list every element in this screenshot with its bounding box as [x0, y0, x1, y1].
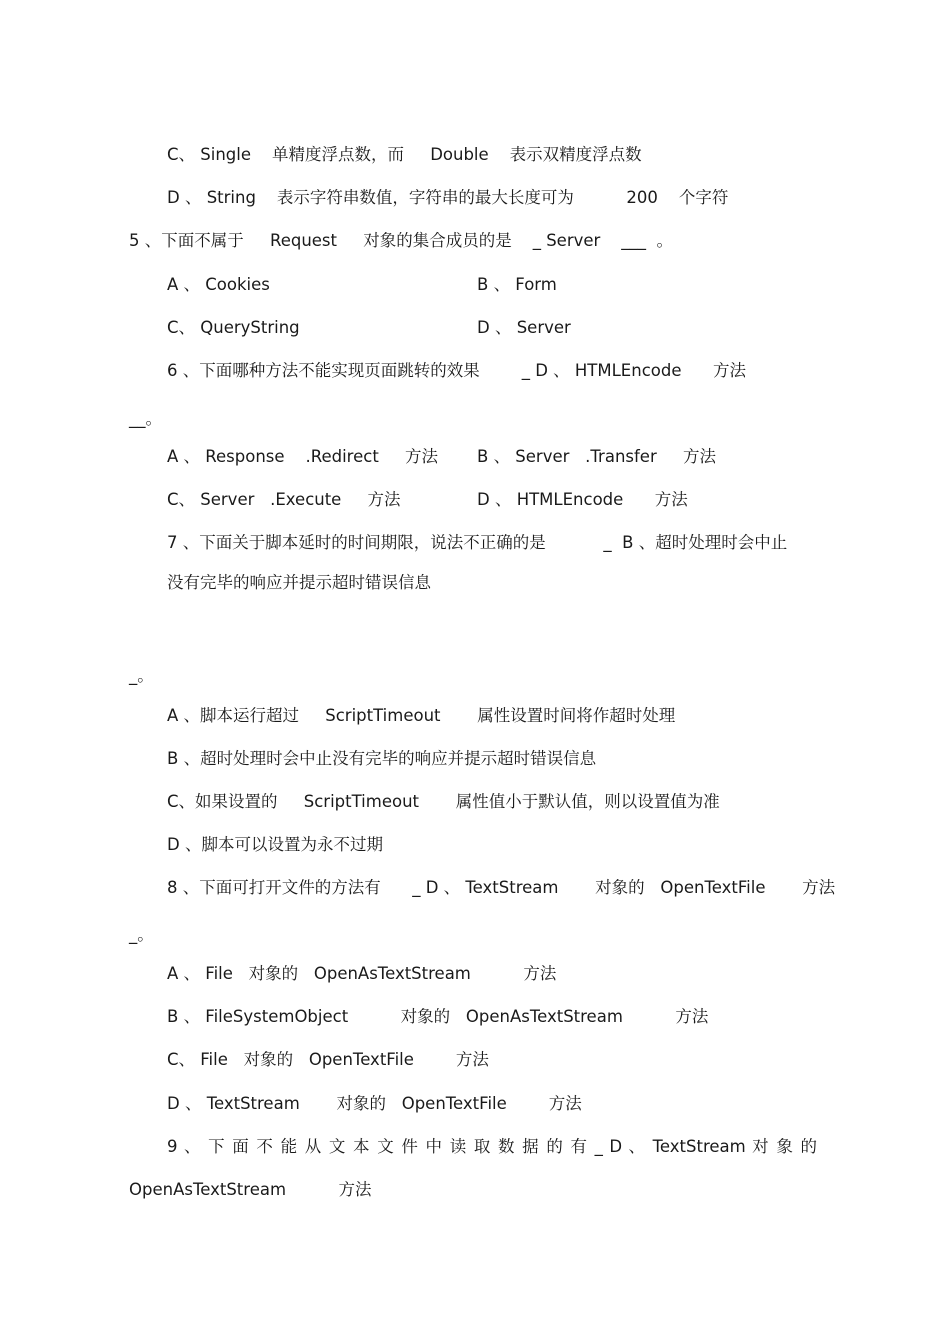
option-c-q6: C、 Server .Execute 方法: [167, 490, 401, 509]
question-8: 8 、下面可打开文件的方法有 _ D 、 TextStream 对象的 OpenTextFile 方法: [167, 878, 836, 897]
question-6-end: __。: [129, 409, 162, 428]
question-8-end: _。: [129, 925, 154, 944]
question-7-end: _。: [129, 666, 154, 685]
option-a-q7: A 、脚本运行超过 ScriptTimeout 属性设置时间将作超时处理: [167, 706, 676, 725]
option-a-q8: A 、 File 对象的 OpenAsTextStream 方法: [167, 964, 557, 983]
option-b-q6: B 、 Server .Transfer 方法: [477, 447, 716, 466]
option-d-q4: D 、 String 表示字符串数值，字符串的最大长度可为 200 个字符: [167, 188, 729, 207]
option-d-q5: D 、 Server: [477, 318, 571, 337]
question-7-continued: 没有完毕的响应并提示超时错误信息: [167, 573, 431, 592]
option-b-q5: B 、 Form: [477, 275, 557, 294]
option-d-q7: D 、脚本可以设置为永不过期: [167, 835, 383, 854]
option-c-q5: C、 QueryString: [167, 318, 300, 337]
question-7: 7 、下面关于脚本延时的时间期限，说法不正确的是 _ B 、超时处理时会中止: [167, 533, 788, 552]
option-b-q8: B 、 FileSystemObject 对象的 OpenAsTextStream 方法: [167, 1007, 709, 1026]
question-9: 9 、 下 面 不 能 从 文 本 文 件 中 读 取 数 据 的 有 _ D 、 TextStream 对 象 的: [167, 1137, 817, 1156]
question-5: 5 、下面不属于 Request 对象的集合成员的是 _ Server ___ 。: [129, 231, 674, 250]
option-d-q8: D 、 TextStream 对象的 OpenTextFile 方法: [167, 1094, 582, 1113]
question-6: 6 、下面哪种方法不能实现页面跳转的效果 _ D 、 HTMLEncode 方法: [167, 361, 746, 380]
option-c-q7: C、如果设置的 ScriptTimeout 属性值小于默认值，则以设置值为准: [167, 792, 720, 811]
option-a-q6: A 、 Response .Redirect 方法: [167, 447, 439, 466]
option-d-q6: D 、 HTMLEncode 方法: [477, 490, 688, 509]
option-c-q4: C、 Single 单精度浮点数，而 Double 表示双精度浮点数: [167, 145, 642, 164]
question-9-continued: OpenAsTextStream 方法: [129, 1180, 372, 1199]
option-a-q5: A 、 Cookies: [167, 275, 270, 294]
option-c-q8: C、 File 对象的 OpenTextFile 方法: [167, 1050, 489, 1069]
option-b-q7: B 、超时处理时会中止没有完毕的响应并提示超时错误信息: [167, 749, 597, 768]
